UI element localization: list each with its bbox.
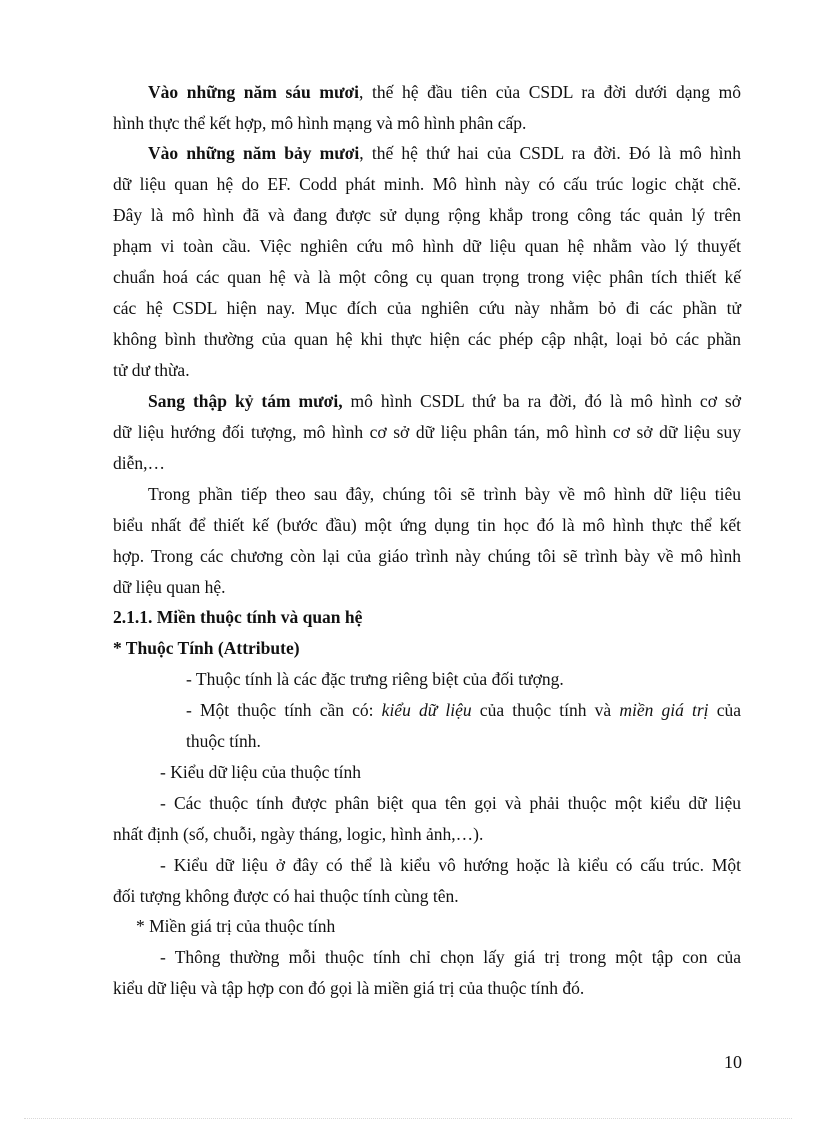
para2-line: dữ liệu quan hệ do EF. Codd phát minh. Mô hình này có cấu trúc logic chặt chẽ. [113, 174, 741, 194]
bullet-datatype: - Kiểu dữ liệu của thuộc tính [160, 762, 361, 782]
bullet5-line2: đối tượng không được có hai thuộc tính cùng tên. [113, 886, 459, 906]
para3-line1 [148, 389, 741, 413]
para3-bold-lead: Sang thập kỷ tám mươi, [148, 391, 343, 411]
para4-line: dữ liệu quan hệ. [113, 577, 226, 597]
para2-line: phạm vi toàn cầu. Việc nghiên cứu mô hình dữ liệu quan hệ nhằm vào lý thuyết [113, 236, 741, 256]
bullet5-line1: - Kiểu dữ liệu ở đây có thể là kiểu vô hướng hoặc là kiểu có cấu trúc. Một [160, 855, 741, 875]
para2-text: , thế hệ thứ hai của CSDL ra đời. Đó là mô hình [359, 143, 741, 163]
bullet2-italic-domain: miền giá trị [619, 700, 709, 720]
bullet2-pre: - Một thuộc tính cần có: [186, 700, 382, 720]
para1-text: , thế hệ đầu tiên của CSDL ra đời dưới dạng mô [359, 82, 741, 102]
para1-line2: hình thực thể kết hợp, mô hình mạng và mô hình phân cấp. [113, 113, 527, 133]
para3-text: mô hình CSDL thứ ba ra đời, đó là mô hình cơ sở [342, 391, 742, 411]
bullet4-line2: nhất định (số, chuỗi, ngày tháng, logic, hình ảnh,…). [113, 824, 484, 844]
para3-line: dữ liệu hướng đối tượng, mô hình cơ sở dữ liệu phân tán, mô hình cơ sở dữ liệu suy [113, 422, 741, 442]
para4-line: Trong phần tiếp theo sau đây, chúng tôi sẽ trình bày về mô hình dữ liệu tiêu [148, 484, 741, 504]
bullet6-line1: - Thông thường mỗi thuộc tính chỉ chọn lấy giá trị trong một tập con của [160, 947, 741, 967]
para4-line: biểu nhất để thiết kế (bước đầu) một ứng dụng tin học đó là mô hình thực thể kết [113, 515, 741, 535]
page-number: 10 [724, 1052, 742, 1072]
para1-line1 [148, 80, 741, 104]
bullet4-line1: - Các thuộc tính được phân biệt qua tên gọi và phải thuộc một kiểu dữ liệu [160, 793, 741, 813]
footer-divider [24, 1118, 792, 1119]
subheading-attribute: * Thuộc Tính (Attribute) [113, 638, 300, 658]
para3-line: diễn,… [113, 453, 166, 473]
bullet-attribute-requirements [186, 698, 741, 722]
para2-line1 [148, 141, 741, 165]
subheading-domain: * Miền giá trị của thuộc tính [136, 916, 336, 936]
bullet-attribute-definition: - Thuộc tính là các đặc trưng riêng biệt của đối tượng. [186, 669, 564, 689]
para2-line: không bình thường của quan hệ khi thực hiện các phép cập nhật, loại bỏ các phần [113, 329, 741, 349]
bullet2-post: của [708, 700, 741, 720]
bullet2-italic-datatype: kiểu dữ liệu [381, 700, 472, 720]
para2-line: tử dư thừa. [113, 360, 190, 380]
para4-line: hợp. Trong các chương còn lại của giáo trình này chúng tôi sẽ trình bày về mô hình [113, 546, 741, 566]
para2-line: chuẩn hoá các quan hệ và là một công cụ quan trọng trong việc phân tích thiết kế [113, 267, 741, 287]
para2-line: các hệ CSDL hiện nay. Mục đích của nghiên cứu này nhằm bỏ đi các phần tử [113, 298, 741, 318]
bullet2-mid: của thuộc tính và [471, 700, 620, 720]
bullet2-line2: thuộc tính. [186, 731, 261, 751]
para1-bold-lead: Vào những năm sáu mươi [148, 82, 359, 102]
bullet6-line2: kiểu dữ liệu và tập hợp con đó gọi là miền giá trị của thuộc tính đó. [113, 978, 585, 998]
section-heading: 2.1.1. Miền thuộc tính và quan hệ [113, 607, 363, 627]
para2-bold-lead: Vào những năm bảy mươi [148, 143, 360, 163]
para2-line: Đây là mô hình đã và đang được sử dụng rộng khắp trong công tác quản lý trên [113, 205, 741, 225]
